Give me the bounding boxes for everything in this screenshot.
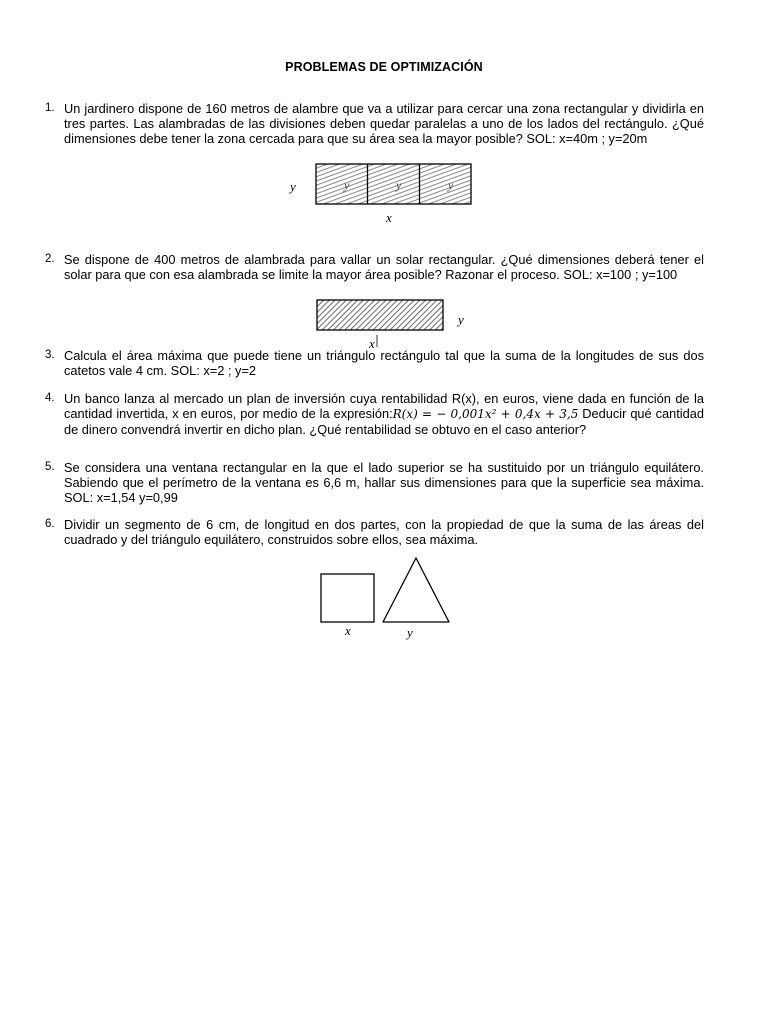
label-y-side: y — [458, 312, 464, 327]
problem-number: 6. — [45, 518, 55, 530]
page-title: PROBLEMAS DE OPTIMIZACIÓN — [285, 60, 483, 74]
square-shape — [321, 574, 374, 622]
figure-fenced-rectangle — [280, 158, 480, 228]
figure-solar-rectangle — [310, 294, 480, 352]
problem-text-part: Un banco lanza al mercado un plan de inversión cuya rentabilidad R(x), en euros, viene dada en función de la cantidad invertida, x en euros, por medio de la expresión: — [64, 391, 704, 421]
equilateral-triangle-shape — [383, 558, 449, 622]
problem-text-part: Deducir qué cantidad de dinero convendrá invertir en dicho plan. ¿Qué rentabilidad se obtuvo en el caso anterior? — [64, 406, 704, 437]
label-y-triangle: y — [407, 625, 413, 640]
problem-text: Se considera una ventana rectangular en la que el lado superior se ha sustituido por un triángulo equilátero. Sabiendo que el perímetro de la ventana es 6,6 m, hallar sus dimensiones para que la superficie sea máxima. SOL: x=1,54 y=0,99 — [64, 460, 704, 505]
problem-text: Dividir un segmento de 6 cm, de longitud en dos partes, con la propiedad de que la suma de las áreas del cuadrado y del triángulo equilátero, construidos sobre ellos, sea máxima. — [64, 517, 704, 547]
problem-number: 2. — [45, 253, 55, 265]
figure-square-triangle — [312, 552, 472, 644]
label-x-square: x — [345, 623, 351, 638]
label-x-bottom: x — [369, 336, 375, 351]
formula: R(x) = − 0,001x² + 0,4x + 3,5 — [392, 407, 579, 421]
problem-number: 4. — [45, 392, 55, 404]
label-y-inner: y — [396, 178, 402, 192]
problem-text: Se dispone de 400 metros de alambrada para vallar un solar rectangular. ¿Qué dimensiones deberá tener el solar para que con esa alambrada se limite la mayor área posible? Razonar el proceso. SOL: x=100 ; y=100 — [64, 252, 704, 282]
problem-number: 1. — [45, 102, 55, 114]
problem-text: Un jardinero dispone de 160 metros de alambre que va a utilizar para cercar una zona rectangular y dividirla en tres partes. Las alambradas de las divisiones deben quedar paralelas a uno de los lados del rectángulo. ¿Qué dimensiones debe tener la zona cercada para que su área sea la mayor posible? SOL: x=40m ; y=20m — [64, 101, 704, 146]
solar-plot — [317, 300, 443, 330]
problem-number: 5. — [45, 461, 55, 473]
label-x-bottom: x — [386, 210, 392, 225]
label-y-inner: y — [344, 178, 350, 192]
label-y-side: y — [290, 179, 296, 194]
problem-text — [64, 391, 704, 437]
label-y-inner: y — [448, 178, 454, 192]
problem-number: 3. — [45, 349, 55, 361]
problem-text: Calcula el área máxima que puede tiene un triángulo rectángulo tal que la suma de la longitudes de sus dos catetos vale 4 cm. SOL: x=2 ; y=2 — [64, 348, 704, 378]
